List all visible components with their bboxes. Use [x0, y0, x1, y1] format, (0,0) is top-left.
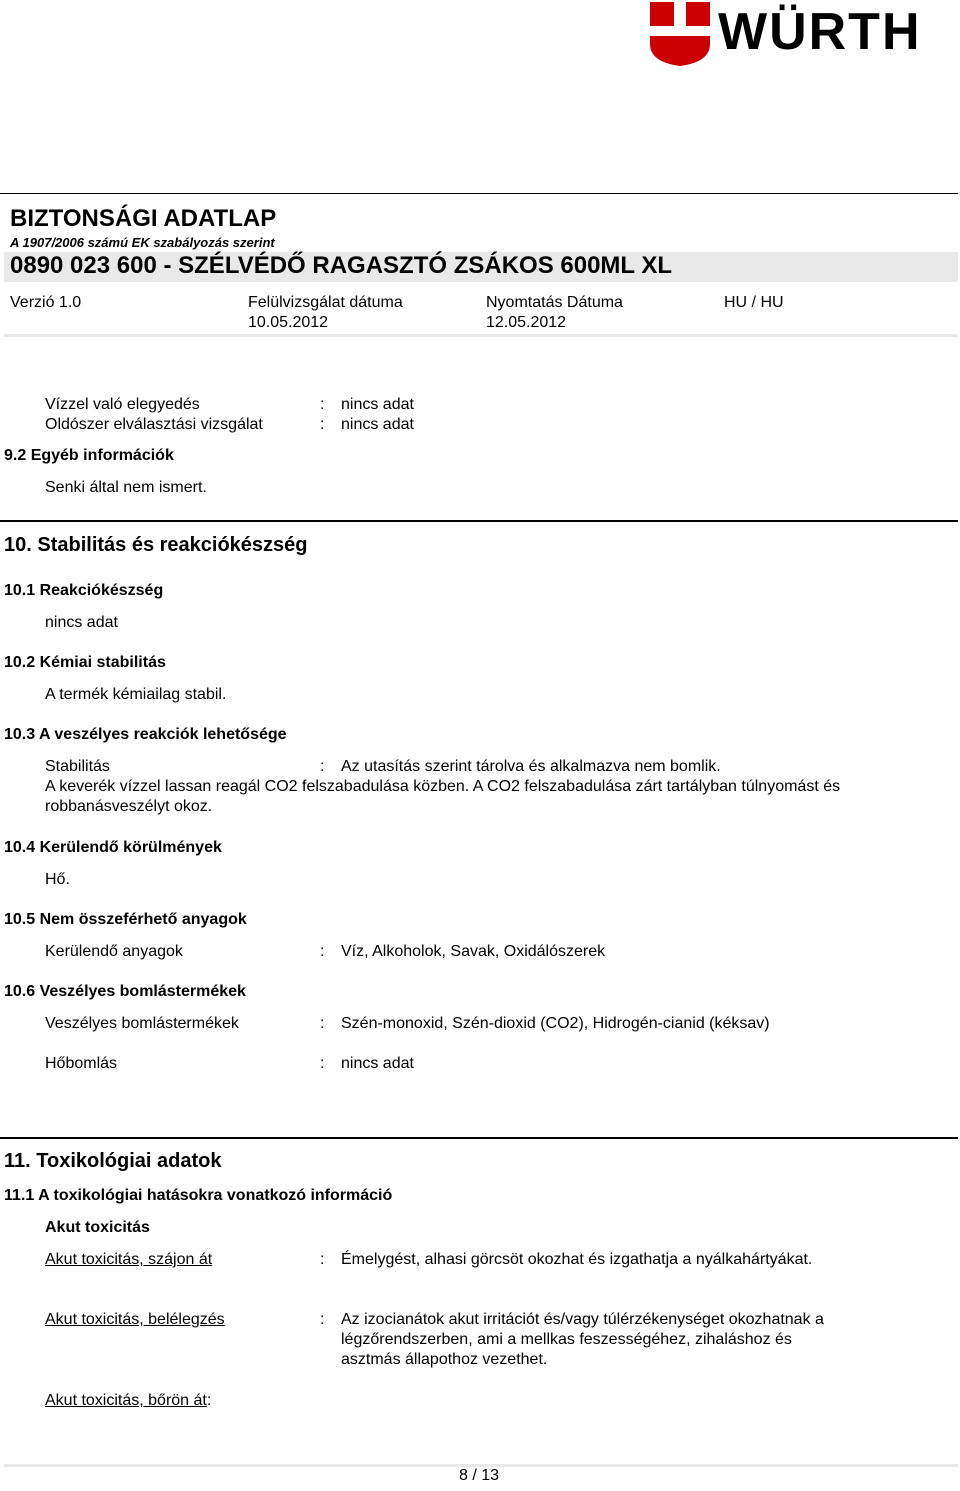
separator: : [320, 416, 325, 433]
dermal-toxicity-colon: : [206, 1392, 212, 1409]
dermal-toxicity-label: Akut toxicitás, bőrön át [45, 1392, 207, 1409]
text-10-3-line1: A keverék vízzel lassan reagál CO2 felszabadulása közben. A CO2 felszabadulása zárt tartályban túlnyomást és [45, 778, 841, 795]
header-rule-top [0, 193, 958, 194]
separator: : [320, 943, 325, 960]
inhalation-toxicity-line3: asztmás állapothoz vezethet. [341, 1351, 548, 1368]
solvent-test-value: nincs adat [341, 416, 414, 433]
thermal-label: Hőbomlás [45, 1055, 118, 1072]
materials-value: Víz, Alkoholok, Savak, Oxidálószerek [341, 943, 606, 960]
solvent-test-label: Oldószer elválasztási vizsgálat [45, 416, 263, 433]
separator: : [320, 396, 325, 413]
revision-label: Felülvizsgálat dátuma [248, 294, 403, 311]
section-rule [0, 520, 958, 522]
doc-title: BIZTONSÁGI ADATLAP [10, 205, 277, 232]
heading-10-5: 10.5 Nem összeférhető anyagok [4, 911, 247, 928]
print-date: 12.05.2012 [486, 314, 567, 331]
doc-subtitle: A 1907/2006 számú EK szabályozás szerint [10, 235, 275, 250]
water-miscibility-label: Vízzel való elegyedés [45, 396, 200, 413]
page-number: 8 / 13 [458, 1467, 500, 1484]
heading-10-6: 10.6 Veszélyes bomlástermékek [4, 983, 246, 1000]
text-10-2: A termék kémiailag stabil. [45, 686, 227, 703]
header-rule-bottom [4, 334, 958, 337]
text-10-4: Hő. [45, 871, 70, 888]
section-rule [0, 1137, 958, 1139]
materials-label: Kerülendő anyagok [45, 943, 183, 960]
section-11-title: 11. Toxikológiai adatok [4, 1150, 222, 1172]
print-label: Nyomtatás Dátuma [486, 294, 623, 311]
text-9-2: Senki által nem ismert. [45, 479, 207, 496]
inhalation-toxicity-line2: légzőrendszerben, ami a mellkas feszességéhez, zihaláshoz és [341, 1331, 792, 1348]
decomposition-value: Szén-monoxid, Szén-dioxid (CO2), Hidrogén-cianid (kéksav) [341, 1015, 770, 1032]
separator: : [320, 758, 325, 775]
heading-11-1: 11.1 A toxikológiai hatásokra vonatkozó információ [4, 1187, 393, 1204]
separator: : [320, 1251, 325, 1268]
heading-10-2: 10.2 Kémiai stabilitás [4, 654, 166, 671]
decomposition-label: Veszélyes bomlástermékek [45, 1015, 239, 1032]
text-10-1: nincs adat [45, 614, 118, 631]
heading-10-4: 10.4 Kerülendő körülmények [4, 839, 222, 856]
separator: : [320, 1055, 325, 1072]
separator: : [320, 1015, 325, 1032]
version: Verzió 1.0 [10, 294, 82, 311]
thermal-value: nincs adat [341, 1055, 414, 1072]
inhalation-toxicity-line1: Az izocianátok akut irritációt és/vagy túlérzékenységet okozhatnak a [341, 1311, 824, 1328]
section-10-title: 10. Stabilitás és reakciókészség [4, 534, 308, 556]
separator: : [320, 1311, 325, 1328]
heading-9-2: 9.2 Egyéb információk [4, 447, 174, 464]
heading-10-3: 10.3 A veszélyes reakciók lehetősége [4, 726, 287, 743]
water-miscibility-value: nincs adat [341, 396, 414, 413]
product-name: 0890 023 600 - SZÉLVÉDŐ RAGASZTÓ ZSÁKOS 600ML XL [10, 252, 672, 279]
logo-wordmark: WÜRTH [718, 3, 922, 61]
heading-10-1: 10.1 Reakciókészség [4, 582, 164, 599]
oral-toxicity-label: Akut toxicitás, szájon át [45, 1251, 213, 1268]
oral-toxicity-value: Émelygést, alhasi görcsöt okozhat és izgathatja a nyálkahártyákat. [341, 1251, 813, 1268]
stability-label: Stabilitás [45, 758, 110, 775]
acute-toxicity-heading: Akut toxicitás [45, 1219, 150, 1236]
text-10-3-line2: robbanásveszélyt okoz. [45, 798, 213, 815]
revision-date: 10.05.2012 [248, 314, 329, 331]
stability-value: Az utasítás szerint tárolva és alkalmazva nem bomlik. [341, 758, 721, 775]
dermal-toxicity-row [45, 1392, 211, 1410]
inhalation-toxicity-label: Akut toxicitás, belélegzés [45, 1311, 225, 1328]
language: HU / HU [724, 294, 784, 311]
